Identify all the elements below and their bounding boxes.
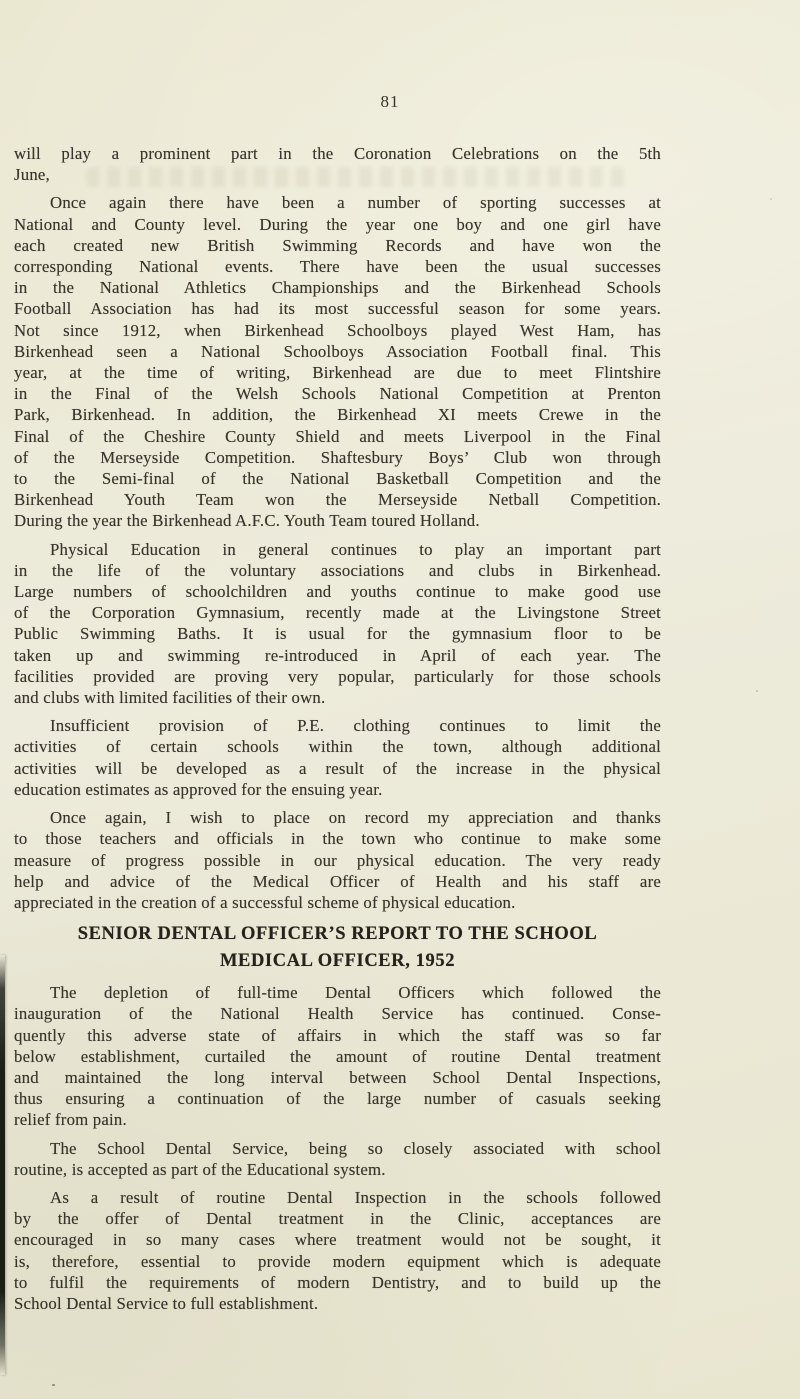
text-line: corresponding National events. There have been the usual successes: [14, 257, 661, 277]
text-line: to the Semi-final of the National Basketball Competition and the: [14, 469, 661, 489]
text-line: Physical Education in general continues to play an important part: [50, 539, 661, 559]
text-line: National and County level. During the year one boy and one girl have: [14, 214, 661, 234]
paragraph: [14, 143, 661, 185]
text-line: in the life of the voluntary associations and clubs in Birkenhead.: [14, 560, 661, 580]
text-line: by the offer of Dental treatment in the Clinic, acceptances are: [14, 1209, 661, 1229]
text-line: Final of the Cheshire County Shield and meets Liverpool in the Final: [14, 426, 661, 446]
page-number: 81: [380, 92, 400, 111]
text-line: of the Corporation Gymnasium, recently made at the Livingstone Street: [14, 603, 661, 623]
paper-speck: [770, 198, 772, 200]
text-line: activities will be developed as a result of the increase in the physical: [14, 758, 661, 778]
paragraph: [14, 715, 661, 800]
text-line: measure of progress possible in our physical education. The very ready: [14, 850, 661, 870]
text-line: thus ensuring a continuation of the large number of casuals seeking: [14, 1089, 661, 1109]
text-line: help and advice of the Medical Officer of Health and his staff are: [14, 871, 661, 891]
page-text: [14, 143, 661, 1314]
text-line: As a result of routine Dental Inspection in the schools followed: [50, 1187, 661, 1207]
text-line: relief from pain.: [14, 1110, 127, 1130]
text-line: below establishment, curtailed the amount of routine Dental treatment: [14, 1046, 661, 1066]
text-line: The School Dental Service, being so closely associated with school: [50, 1138, 661, 1158]
text-line: Birkenhead Youth Team won the Merseyside Netball Competition.: [14, 490, 661, 510]
text-line: inauguration of the National Health Service has continued. Conse-: [14, 1004, 661, 1024]
text-line: will play a prominent part in the Coronation Celebrations on the 5th: [14, 144, 661, 163]
text-line: Once again there have been a number of sporting successes at: [50, 193, 661, 213]
text-line: each created new British Swimming Records and have won the: [14, 235, 661, 255]
paper-speck: [756, 690, 758, 692]
text-line: in the National Athletics Championships and the Birkenhead Schools: [14, 278, 661, 298]
text-line: is, therefore, essential to provide modern equipment which is adequate: [14, 1251, 661, 1271]
text-line: to fulfil the requirements of modern Dentistry, and to build up the: [14, 1272, 661, 1292]
text-line: taken up and swimming re-introduced in April of each year. The: [14, 645, 661, 665]
text-line: Birkenhead seen a National Schoolboys Association Football final. This: [14, 341, 661, 361]
text-line: June,: [14, 165, 50, 185]
paragraph: [14, 192, 661, 531]
text-line: The depletion of full-time Dental Officers which followed the: [50, 983, 661, 1003]
paragraph: [14, 539, 661, 709]
section-heading: [14, 921, 661, 975]
text-line: in the Final of the Welsh Schools National Competition at Prenton: [14, 384, 661, 404]
text-line: encouraged in so many cases where treatment would not be sought, it: [14, 1230, 661, 1250]
text-line: routine, is accepted as part of the Educational system.: [14, 1159, 386, 1179]
text-line: quently this adverse state of affairs in which the staff was so far: [14, 1025, 661, 1045]
text-line: and maintained the long interval between School Dental Inspections,: [14, 1067, 661, 1087]
text-line: Not since 1912, when Birkenhead Schoolboys played West Ham, has: [14, 320, 661, 340]
heading-line: SENIOR DENTAL OFFICER’S REPORT TO THE SCHOOL: [77, 924, 598, 945]
text-line: During the year the Birkenhead A.F.C. Youth Team toured Holland.: [14, 511, 480, 531]
book-binding-edge: [0, 955, 5, 1375]
paragraph: [14, 1187, 661, 1314]
text-line: and clubs with limited facilities of their own.: [14, 688, 326, 708]
text-line: Large numbers of schoolchildren and youths continue to make good use: [14, 582, 661, 602]
text-line: year, at the time of writing, Birkenhead are due to meet Flintshire: [14, 363, 661, 383]
text-line: Public Swimming Baths. It is usual for the gymnasium floor to be: [14, 624, 661, 644]
paragraph: [14, 1138, 661, 1180]
text-line: Once again, I wish to place on record my appreciation and thanks: [50, 808, 661, 828]
text-line: Insufficient provision of P.E. clothing continues to limit the: [50, 716, 661, 736]
text-line: appreciated in the creation of a successful scheme of physical education.: [14, 892, 516, 912]
text-line: School Dental Service to full establishment.: [14, 1293, 319, 1313]
paragraph: [14, 807, 661, 913]
text-line: facilities provided are proving very popular, particularly for those schools: [14, 666, 661, 686]
text-line: Football Association has had its most successful season for some years.: [14, 299, 661, 319]
text-line: Park, Birkenhead. In addition, the Birkenhead XI meets Crewe in the: [14, 405, 661, 425]
text-line: education estimates as approved for the ensuing year.: [14, 779, 383, 799]
paper-speck: [52, 1384, 55, 1386]
text-line: activities of certain schools within the town, although additional: [14, 737, 661, 757]
text-line: of the Merseyside Competition. Shaftesbury Boys’ Club won through: [14, 447, 661, 467]
paragraph: [14, 982, 661, 1130]
text-line: to those teachers and officials in the town who continue to make some: [14, 829, 661, 849]
heading-line: MEDICAL OFFICER, 1952: [219, 951, 456, 972]
